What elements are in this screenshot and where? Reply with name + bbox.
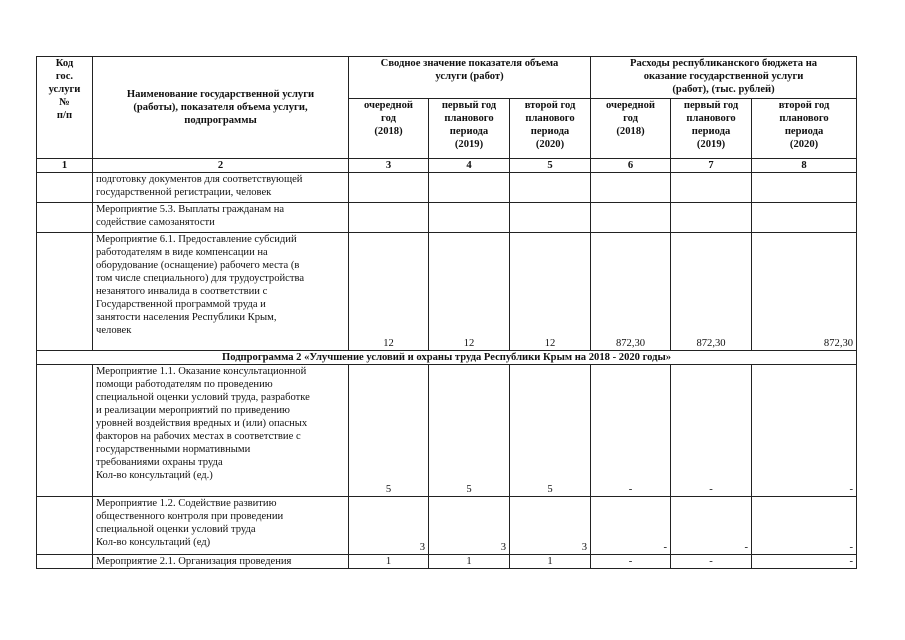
header-volume-group: Сводное значение показателя объема услуги (работ): [349, 57, 591, 99]
column-number: 2: [93, 159, 349, 173]
header-volume-2018: очередной год (2018): [349, 99, 429, 159]
row-value: -: [591, 365, 671, 497]
row-value: [752, 173, 857, 203]
row-description: Мероприятие 5.3. Выплаты гражданам на содействие самозанятости: [93, 203, 349, 233]
row-value: [429, 203, 510, 233]
row-value: 1: [349, 555, 429, 569]
row-description: Мероприятие 1.2. Содействие развитию общественного контроля при проведении специальной оценки условий труда Кол-во консультаций (ед): [93, 497, 349, 555]
row-value: 1: [429, 555, 510, 569]
header-expense-group: Расходы республиканского бюджета на оказание государственной услуги (работ), (тыс. рублей): [591, 57, 857, 99]
header-expense-2020: второй год планового периода (2020): [752, 99, 857, 159]
row-value: -: [671, 555, 752, 569]
row-value: [591, 173, 671, 203]
row-code: [37, 555, 93, 569]
subprogram-row: [37, 351, 857, 365]
row-value: 12: [510, 233, 591, 351]
header-expense-2019: первый год планового периода (2019): [671, 99, 752, 159]
row-value: -: [752, 365, 857, 497]
row-value: -: [591, 555, 671, 569]
row-code: [37, 203, 93, 233]
column-number: 7: [671, 159, 752, 173]
column-number: 4: [429, 159, 510, 173]
row-code: [37, 173, 93, 203]
row-value: 3: [429, 497, 510, 555]
header-volume-2019: первый год планового периода (2019): [429, 99, 510, 159]
row-value: -: [591, 497, 671, 555]
header-expense-2018: очередной год (2018): [591, 99, 671, 159]
row-value: -: [752, 555, 857, 569]
row-value: 5: [429, 365, 510, 497]
table-row: [37, 173, 857, 203]
services-table: [36, 56, 857, 569]
row-value: [510, 203, 591, 233]
header-name: Наименование государственной услуги (работы), показателя объема услуги, подпрограммы: [93, 57, 349, 159]
subprogram-title: Подпрограмма 2 «Улучшение условий и охраны труда Республики Крым на 2018 - 2020 годы»: [37, 351, 857, 365]
row-value: [671, 203, 752, 233]
row-value: 872,30: [671, 233, 752, 351]
row-value: 1: [510, 555, 591, 569]
row-value: -: [671, 497, 752, 555]
table-row: [37, 555, 857, 569]
row-description: подготовку документов для соответствующей государственной регистрации, человек: [93, 173, 349, 203]
row-description: Мероприятие 2.1. Организация проведения: [93, 555, 349, 569]
row-value: -: [671, 365, 752, 497]
table-row: [37, 203, 857, 233]
row-code: [37, 365, 93, 497]
row-value: [349, 203, 429, 233]
header-volume-2020: второй год планового периода (2020): [510, 99, 591, 159]
row-value: -: [752, 497, 857, 555]
column-numbers-row: [37, 159, 857, 173]
row-value: [510, 173, 591, 203]
row-description: Мероприятие 1.1. Оказание консультационной помощи работодателям по проведению специальной оценки условий труда, разработке и реализации мероприятий по приведению уровней воздействия вредных и (или) опасных факторов на рабочих местах в соответствие с государственными нормативными требованиями охраны труда Кол-во консультаций (ед.): [93, 365, 349, 497]
row-value: 5: [349, 365, 429, 497]
row-description: Мероприятие 6.1. Предоставление субсидий работодателям в виде компенсации на оборудование (оснащение) рабочего места (в том числе специального) для трудоустройства незанятого инвалида в соответствии с Государственной программой труда и занятости населения Республики Крым, человек: [93, 233, 349, 351]
row-value: 3: [349, 497, 429, 555]
row-value: 3: [510, 497, 591, 555]
row-value: 872,30: [752, 233, 857, 351]
table-row: [37, 497, 857, 555]
row-value: 12: [349, 233, 429, 351]
column-number: 6: [591, 159, 671, 173]
column-number: 5: [510, 159, 591, 173]
header-code: Код гос. услуги № п/п: [37, 57, 93, 159]
column-number: 8: [752, 159, 857, 173]
row-value: [591, 203, 671, 233]
column-number: 3: [349, 159, 429, 173]
row-value: 5: [510, 365, 591, 497]
row-value: [429, 173, 510, 203]
row-value: [671, 173, 752, 203]
table-row: [37, 233, 857, 351]
table-row: [37, 365, 857, 497]
column-number: 1: [37, 159, 93, 173]
row-value: [349, 173, 429, 203]
row-code: [37, 497, 93, 555]
row-value: 872,30: [591, 233, 671, 351]
row-value: 12: [429, 233, 510, 351]
row-value: [752, 203, 857, 233]
row-code: [37, 233, 93, 351]
